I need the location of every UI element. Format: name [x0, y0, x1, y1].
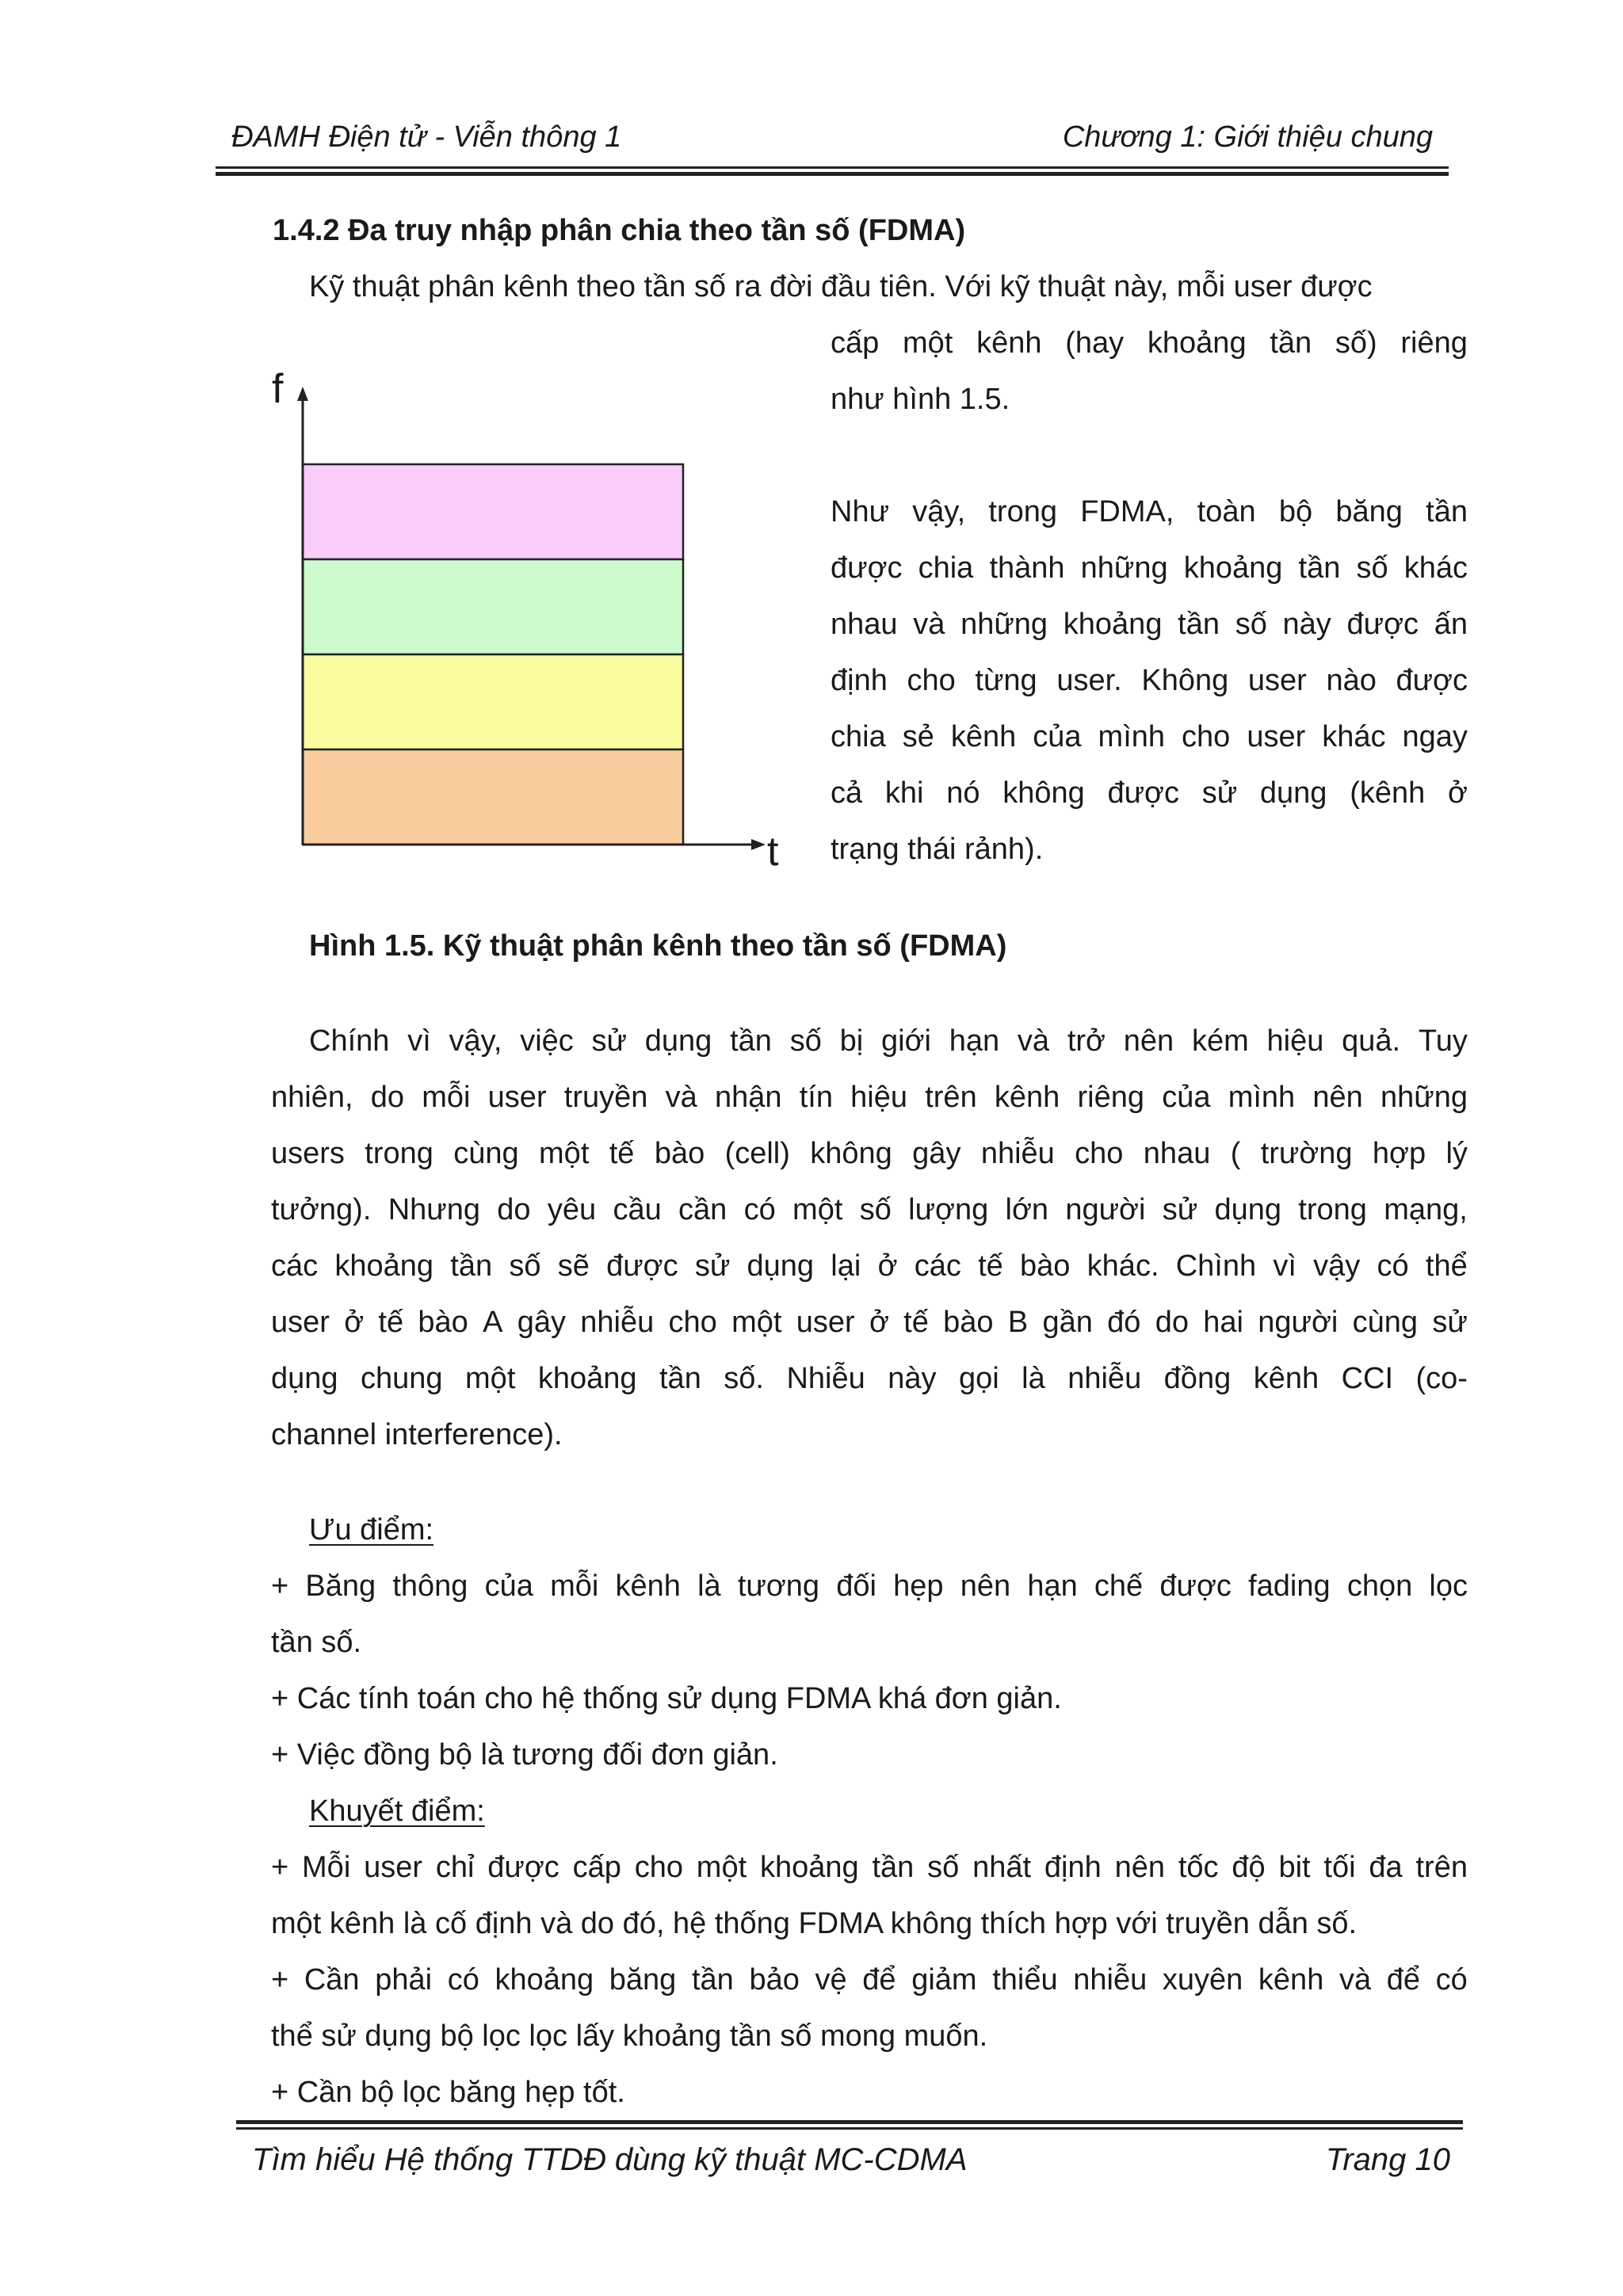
disadvantage-2-line-1-word-15: kênh [1258, 1963, 1324, 1997]
para-line-3-word-13: ( [1230, 1137, 1241, 1170]
disadvantage-2-line-1-word-3: phải [375, 1963, 433, 1997]
para-line-6-word-10: user [796, 1306, 855, 1339]
side-line-4-word-8: được [1396, 664, 1468, 697]
para-line-2-word-4: user [487, 1081, 547, 1114]
para-line-3-word-12: nhau [1143, 1137, 1211, 1170]
para-line-2-word-7: nhận [714, 1081, 782, 1114]
side-line-3-word-9: ấn [1434, 608, 1468, 641]
para-line-3-word-4: một [539, 1137, 590, 1170]
advantage-1-line-1-word-6: kênh [615, 1569, 681, 1603]
band-4 [303, 749, 683, 845]
disadvantage-1-line-1-word-15: tốc [1178, 1851, 1219, 1884]
para-line-2 [271, 1082, 1468, 1112]
para-line-4-word-7: có [743, 1193, 776, 1226]
para-line-6-word-9: một [731, 1306, 782, 1339]
side-line-1-word-3: trong [988, 495, 1057, 528]
disadvantage-2-line-1-word-18: có [1435, 1963, 1468, 1997]
intro-line-2-word-7: số) [1335, 326, 1377, 360]
para-line-5-word-2: khoảng [334, 1249, 434, 1283]
side-line-6-word-4: không [1002, 776, 1085, 810]
para-line-4-word-6: cần [678, 1193, 727, 1226]
para-line-2-word-12: riêng [1077, 1081, 1145, 1114]
figure-caption: Hình 1.5. Kỹ thuật phân kênh theo tần số (FDMA) [309, 929, 1007, 963]
para-line-6-word-8: cho [668, 1306, 717, 1339]
para-line-4-word-8: một [792, 1193, 843, 1226]
intro-line-2-word-4: (hay [1065, 326, 1125, 360]
disadvantage-2-line-1-word-13: nhiễu [1073, 1963, 1148, 1997]
side-line-3-word-7: này [1282, 608, 1331, 641]
disadvantage-2-line-1 [271, 1965, 1468, 1995]
para-line-5-word-12: tế [978, 1249, 1003, 1283]
para-line-7 [271, 1363, 1468, 1394]
para-line-7-word-9: gọi [958, 1362, 999, 1395]
side-line-3-word-2: và [913, 608, 945, 641]
advantage-1-line-1-word-14: được [1159, 1569, 1232, 1603]
para-line-2-word-6: và [665, 1081, 697, 1114]
side-line-5-word-8: khác [1322, 720, 1386, 753]
intro-line-2-word-6: tần [1270, 326, 1312, 360]
disadvantage-2-line-1-word-8: bảo [749, 1963, 800, 1997]
disadvantage-1-line-2: một kênh là cố định và do đó, hệ thống FDMA không thích hợp với truyền dẫn số. [271, 1907, 1358, 1940]
para-line-6-word-13: bào [943, 1306, 994, 1339]
para-line-3-word-8: không [810, 1137, 892, 1170]
para-line-1-word-15: kém [1191, 1024, 1249, 1058]
side-line-4-word-2: cho [907, 664, 956, 697]
para-line-6-word-2: ở [344, 1306, 365, 1339]
disadvantage-1-line-1-word-1: + [271, 1851, 289, 1884]
disadvantage-2-line-1-word-1: + [271, 1963, 289, 1997]
para-line-5-word-7: sử [694, 1249, 731, 1283]
side-line-2-word-7: số [1356, 551, 1388, 585]
para-line-6-word-3: tế [378, 1306, 404, 1339]
para-line-2-word-1: nhiên, [271, 1081, 353, 1114]
para-line-3-word-7: (cell) [724, 1137, 790, 1170]
para-line-2-word-3: mỗi [422, 1081, 471, 1114]
para-line-7-word-2: chung [361, 1362, 443, 1395]
para-line-5-word-9: lại [831, 1249, 861, 1283]
para-line-1-word-6: dụng [644, 1024, 712, 1058]
para-line-3-word-2: trong [365, 1137, 433, 1170]
disadvantage-1-line-1-word-8: một [696, 1851, 747, 1884]
side-line-5-word-1: chia [831, 720, 886, 753]
side-line-4-word-5: Không [1141, 664, 1229, 697]
para-line-6-word-17: do [1155, 1306, 1189, 1339]
side-line-3-word-3: những [960, 608, 1048, 641]
axis-t-label: t [767, 829, 779, 871]
footer-rule-thin [236, 2127, 1463, 2130]
para-line-5-word-17: vậy [1313, 1249, 1361, 1283]
footer-left: Tìm hiểu Hệ thống TTDĐ dùng kỹ thuật MC-CDMA [252, 2142, 968, 2177]
para-line-7-word-1: dụng [271, 1362, 338, 1395]
side-line-4 [831, 666, 1468, 696]
side-line-2-word-4: những [1080, 551, 1168, 585]
advantage-1-line-1-word-10: hẹp [893, 1569, 944, 1603]
disadvantage-2-line-1-word-11: giảm [911, 1963, 977, 1997]
disadvantage-1-line-1-word-13: định [1044, 1851, 1102, 1884]
para-line-5-word-10: ở [877, 1249, 898, 1283]
disadvantage-2-line-1-word-2: Cần [304, 1963, 360, 1997]
para-line-4-word-5: cầu [613, 1193, 662, 1226]
para-line-2-word-9: hiệu [850, 1081, 908, 1114]
section-title: 1.4.2 Đa truy nhập phân chia theo tần số (FDMA) [273, 214, 966, 247]
side-line-6 [831, 778, 1468, 808]
advantage-1-line-1-word-13: chế [1094, 1569, 1144, 1603]
disadvantage-2-line-2: thể sử dụng bộ lọc lọc lấy khoảng tần số mong muốn. [271, 2019, 988, 2053]
para-line-1-word-4: việc [520, 1024, 574, 1058]
para-line-1-word-12: và [1017, 1024, 1050, 1058]
disadvantage-1-line-1-word-14: nên [1114, 1851, 1165, 1884]
band-2 [303, 559, 683, 654]
disadvantage-1-line-1-word-3: user [364, 1851, 423, 1884]
para-line-6 [271, 1307, 1468, 1337]
para-line-4-word-14: dụng [1214, 1193, 1281, 1226]
side-line-5 [831, 722, 1468, 752]
intro-line-2-word-3: kênh [976, 326, 1042, 360]
intro-line-2-word-2: một [903, 326, 953, 360]
para-line-1-word-1: Chính [309, 1024, 390, 1058]
side-line-4-word-7: nào [1326, 664, 1377, 697]
side-line-6-word-1: cả [831, 776, 863, 810]
para-line-5-word-14: khác. [1086, 1249, 1159, 1283]
para-line-7-word-7: Nhiễu [786, 1362, 865, 1395]
disadvantage-2-line-1-word-17: để [1386, 1963, 1421, 1997]
disadvantage-1-line-1-word-2: Mỗi [302, 1851, 351, 1884]
advantage-1-line-1-word-1: + [271, 1569, 289, 1603]
disadvantage-1-line-1 [271, 1852, 1468, 1882]
para-line-4-word-16: mạng, [1384, 1193, 1468, 1226]
side-line-1-word-7: băng [1335, 495, 1403, 528]
para-line-6-word-7: nhiễu [580, 1306, 655, 1339]
para-line-2-word-14: mình [1228, 1081, 1296, 1114]
para-line-2-word-5: truyền [563, 1081, 648, 1114]
para-line-1-word-17: quả. [1342, 1024, 1401, 1058]
disadvantage-1-line-1-word-12: nhất [972, 1851, 1032, 1884]
side-line-3-word-6: số [1235, 608, 1267, 641]
disadvantages-heading: Khuyết điểm: [309, 1794, 485, 1828]
advantage-1-line-1-word-9: đối [836, 1569, 876, 1603]
disadvantage-2-line-1-word-10: để [862, 1963, 896, 1997]
para-line-7-word-5: tần [659, 1362, 701, 1395]
side-line-3-word-8: được [1346, 608, 1419, 641]
para-line-2-word-15: nên [1312, 1081, 1363, 1114]
intro-line-3: như hình 1.5. [831, 383, 1010, 416]
disadvantage-1-line-1-word-6: cấp [572, 1851, 621, 1884]
para-line-6-word-14: B [1007, 1306, 1029, 1339]
para-line-3-word-16: lý [1445, 1137, 1468, 1170]
side-line-6-word-5: được [1107, 776, 1179, 810]
para-line-6-word-1: user [271, 1306, 330, 1339]
para-line-3-word-3: cùng [453, 1137, 519, 1170]
side-line-1-word-2: vậy, [912, 495, 966, 528]
advantage-1-line-1-word-4: của [484, 1569, 533, 1603]
para-line-5-word-11: các [914, 1249, 961, 1283]
para-line-7-word-6: số. [724, 1362, 764, 1395]
para-line-4-word-2: Nhưng [388, 1193, 480, 1226]
para-line-7-word-15: (co- [1415, 1362, 1468, 1395]
para-line-5-word-19: thể [1425, 1249, 1468, 1283]
para-line-7-word-13: kênh [1253, 1362, 1319, 1395]
side-line-3-word-5: tần [1178, 608, 1220, 641]
intro-line-2-word-1: cấp [831, 326, 880, 360]
para-line-4-word-3: do [497, 1193, 531, 1226]
para-line-4 [271, 1195, 1468, 1225]
header-right: Chương 1: Giới thiệu chung [1062, 120, 1433, 154]
para-line-2-word-11: kênh [994, 1081, 1060, 1114]
side-line-5-word-2: sẻ [902, 720, 934, 753]
para-line-6-word-4: bào [418, 1306, 468, 1339]
side-line-1 [831, 497, 1468, 527]
para-line-7-word-4: khoảng [537, 1362, 637, 1395]
para-line-5-word-5: sẽ [557, 1249, 590, 1283]
advantage-1-line-1-word-2: Băng [305, 1569, 376, 1603]
para-line-1-word-14: nên [1123, 1024, 1174, 1058]
side-line-2-word-5: khoảng [1183, 551, 1283, 585]
para-line-6-word-6: gây [517, 1306, 566, 1339]
side-line-2-word-1: được [831, 551, 903, 585]
para-line-4-word-15: trong [1298, 1193, 1367, 1226]
header-left: ĐAMH Điện tử - Viễn thông 1 [231, 120, 622, 154]
para-line-6-word-5: A [483, 1306, 503, 1339]
para-line-7-word-11: nhiễu [1067, 1362, 1142, 1395]
para-line-4-word-4: yêu [547, 1193, 597, 1226]
side-line-6-word-7: dụng [1259, 776, 1327, 810]
side-line-4-word-3: từng [975, 664, 1037, 697]
side-line-2-word-8: khác [1403, 551, 1468, 585]
side-line-2-word-2: chia [918, 551, 974, 585]
para-line-3-word-14: trường [1260, 1137, 1353, 1170]
footer-right: Trang 10 [1325, 2142, 1450, 2177]
para-line-8: channel interference). [271, 1418, 563, 1451]
para-line-5 [271, 1251, 1468, 1281]
disadvantage-2-line-1-word-9: vệ [815, 1963, 847, 1997]
disadvantage-1-line-1-word-7: cho [634, 1851, 683, 1884]
side-line-6-word-3: nó [946, 776, 980, 810]
side-line-5-word-7: user [1247, 720, 1306, 753]
advantage-1-line-1-word-7: là [697, 1569, 721, 1603]
disadvantage-1-line-1-word-16: độ [1232, 1851, 1266, 1884]
para-line-5-word-16: vì [1273, 1249, 1296, 1283]
para-line-6-word-20: cùng [1352, 1306, 1419, 1339]
para-line-6-word-16: đó [1107, 1306, 1141, 1339]
band-1 [303, 464, 683, 559]
para-line-1-word-5: sử [591, 1024, 627, 1058]
para-line-1-word-16: hiệu [1266, 1024, 1324, 1058]
disadvantage-1-line-1-word-20: trên [1415, 1851, 1468, 1884]
para-line-2-word-16: những [1381, 1081, 1468, 1114]
para-line-6-word-19: người [1258, 1306, 1338, 1339]
para-line-1-word-13: trở [1067, 1024, 1106, 1058]
advantage-1-line-1-word-8: tương [737, 1569, 820, 1603]
side-line-3-word-4: khoảng [1063, 608, 1163, 641]
para-line-1-word-7: tần [730, 1024, 772, 1058]
fdma-figure [262, 364, 800, 871]
side-line-2-word-6: tần [1298, 551, 1341, 585]
side-line-4-word-6: user [1247, 664, 1307, 697]
advantage-1-line-1-word-5: mỗi [550, 1569, 599, 1603]
para-line-1-word-11: hạn [949, 1024, 1000, 1058]
disadvantage-1-line-1-word-11: số [927, 1851, 960, 1884]
disadvantage-1-line-1-word-5: được [487, 1851, 559, 1884]
para-line-5-word-15: Chình [1175, 1249, 1257, 1283]
para-line-1-word-9: bị [839, 1024, 864, 1058]
intro-line-2 [831, 328, 1468, 358]
para-line-3-word-1: users [271, 1137, 345, 1170]
disadvantage-1-line-1-word-4: chỉ [435, 1851, 475, 1884]
disadvantage-2-line-1-word-4: có [447, 1963, 479, 1997]
para-line-1-word-3: vậy, [449, 1024, 502, 1058]
para-line-4-word-13: sử [1162, 1193, 1198, 1226]
para-line-5-word-18: có [1377, 1249, 1409, 1283]
para-line-6-word-11: ở [869, 1306, 889, 1339]
t-axis-arrow-icon [751, 839, 766, 850]
side-line-5-word-3: kênh [950, 720, 1017, 753]
footer-rule-thick [236, 2120, 1463, 2124]
side-line-5-word-4: của [1033, 720, 1082, 753]
para-line-7-word-12: đồng [1163, 1362, 1232, 1395]
para-line-7-word-14: CCI [1341, 1362, 1394, 1395]
disadvantage-3: + Cần bộ lọc băng hẹp tốt. [271, 2076, 625, 2109]
side-line-7: trạng thái rảnh). [831, 833, 1044, 866]
para-line-3-word-5: tế [609, 1137, 635, 1170]
para-line-1-word-10: giới [881, 1024, 931, 1058]
f-axis-arrow-icon [297, 387, 308, 401]
para-line-6-word-21: sử [1432, 1306, 1468, 1339]
para-line-5-word-1: các [271, 1249, 319, 1283]
side-line-3-word-1: nhau [831, 608, 898, 641]
para-line-5-word-13: bào [1020, 1249, 1071, 1283]
para-line-3 [271, 1138, 1468, 1169]
para-line-4-word-12: người [1065, 1193, 1146, 1226]
para-line-2-word-2: do [370, 1081, 405, 1114]
advantage-1-line-1 [271, 1571, 1468, 1601]
band-3 [303, 654, 683, 749]
para-line-5-word-8: dụng [747, 1249, 815, 1283]
side-line-2 [831, 553, 1468, 583]
para-line-3-word-10: nhiễu [980, 1137, 1055, 1170]
para-line-1-word-8: số [789, 1024, 822, 1058]
side-line-5-word-9: ngay [1402, 720, 1468, 753]
para-line-1-word-2: vì [407, 1024, 431, 1058]
para-line-3-word-6: bào [654, 1137, 705, 1170]
side-line-1-word-5: toàn [1197, 495, 1256, 528]
side-line-4-word-4: user. [1056, 664, 1122, 697]
advantage-1-line-1-word-3: thông [392, 1569, 468, 1603]
advantage-1-line-2: tần số. [271, 1626, 362, 1659]
para-line-1-word-18: Tuy [1418, 1024, 1468, 1058]
para-line-5-word-4: số [509, 1249, 541, 1283]
intro-line-2-word-5: khoảng [1147, 326, 1247, 360]
advantage-1-line-1-word-16: chọn [1346, 1569, 1413, 1603]
side-line-6-word-8: (kênh [1350, 776, 1426, 810]
axis-f-label: f [272, 366, 284, 412]
disadvantage-2-line-1-word-12: thiểu [992, 1963, 1058, 1997]
advantage-2: + Các tính toán cho hệ thống sử dụng FDMA khá đơn giản. [271, 1682, 1062, 1715]
para-line-3-word-11: cho [1075, 1137, 1124, 1170]
para-line-2-word-8: tín [799, 1081, 833, 1114]
side-line-1-word-4: FDMA, [1080, 495, 1174, 528]
advantage-1-line-1-word-15: fading [1248, 1569, 1331, 1603]
para-line-6-word-18: hai [1203, 1306, 1243, 1339]
header-rule-thin [216, 166, 1449, 169]
intro-line-1: Kỹ thuật phân kênh theo tần số ra đời đầu tiên. Với kỹ thuật này, mỗi user được [309, 270, 1373, 303]
para-line-3-word-9: gây [912, 1137, 961, 1170]
side-line-2-word-3: thành [989, 551, 1065, 585]
side-line-6-word-2: khi [884, 776, 924, 810]
disadvantage-1-line-1-word-9: khoảng [759, 1851, 859, 1884]
side-line-6-word-9: ở [1447, 776, 1468, 810]
para-line-4-word-1: tưởng). [271, 1193, 372, 1226]
para-line-6-word-15: gần [1042, 1306, 1093, 1339]
advantage-1-line-1-word-17: lọc [1429, 1569, 1468, 1603]
para-line-6-word-12: tế [903, 1306, 929, 1339]
para-line-7-word-3: một [465, 1362, 516, 1395]
disadvantage-2-line-1-word-16: và [1338, 1963, 1372, 1997]
para-line-1 [309, 1026, 1468, 1056]
para-line-5-word-3: tần [450, 1249, 493, 1283]
disadvantage-1-line-1-word-17: bit [1278, 1851, 1311, 1884]
para-line-5-word-6: được [606, 1249, 678, 1283]
para-line-4-word-11: lớn [1005, 1193, 1049, 1226]
disadvantage-2-line-1-word-14: xuyên [1162, 1963, 1243, 1997]
side-line-3 [831, 609, 1468, 639]
side-line-5-word-6: cho [1182, 720, 1231, 753]
disadvantage-2-line-1-word-5: khoảng [495, 1963, 594, 1997]
side-line-4-word-1: định [831, 664, 888, 697]
side-line-1-word-8: tần [1426, 495, 1468, 528]
para-line-7-word-8: này [888, 1362, 937, 1395]
disadvantage-2-line-1-word-6: băng [609, 1963, 677, 1997]
para-line-4-word-9: số [859, 1193, 892, 1226]
side-line-6-word-6: sử [1201, 776, 1238, 810]
disadvantage-1-line-1-word-18: tối [1323, 1851, 1356, 1884]
advantage-1-line-1-word-11: nên [960, 1569, 1011, 1603]
para-line-2-word-10: trên [925, 1081, 977, 1114]
side-line-1-word-6: bộ [1278, 495, 1313, 528]
side-line-1-word-1: Như [831, 495, 890, 528]
advantage-1-line-1-word-12: hạn [1027, 1569, 1078, 1603]
advantages-heading: Ưu điểm: [309, 1513, 434, 1547]
para-line-7-word-10: là [1022, 1362, 1045, 1395]
disadvantage-1-line-1-word-19: đa [1369, 1851, 1403, 1884]
disadvantage-2-line-1-word-7: tần [691, 1963, 734, 1997]
para-line-4-word-10: lượng [908, 1193, 989, 1226]
intro-line-2-word-8: riêng [1400, 326, 1468, 360]
para-line-2-word-13: của [1162, 1081, 1211, 1114]
para-line-3-word-15: hợp [1372, 1137, 1426, 1170]
side-line-5-word-5: mình [1098, 720, 1166, 753]
header-rule-thick [216, 172, 1449, 176]
disadvantage-1-line-1-word-10: tần [872, 1851, 915, 1884]
advantage-3: + Việc đồng bộ là tương đối đơn giản. [271, 1738, 778, 1772]
